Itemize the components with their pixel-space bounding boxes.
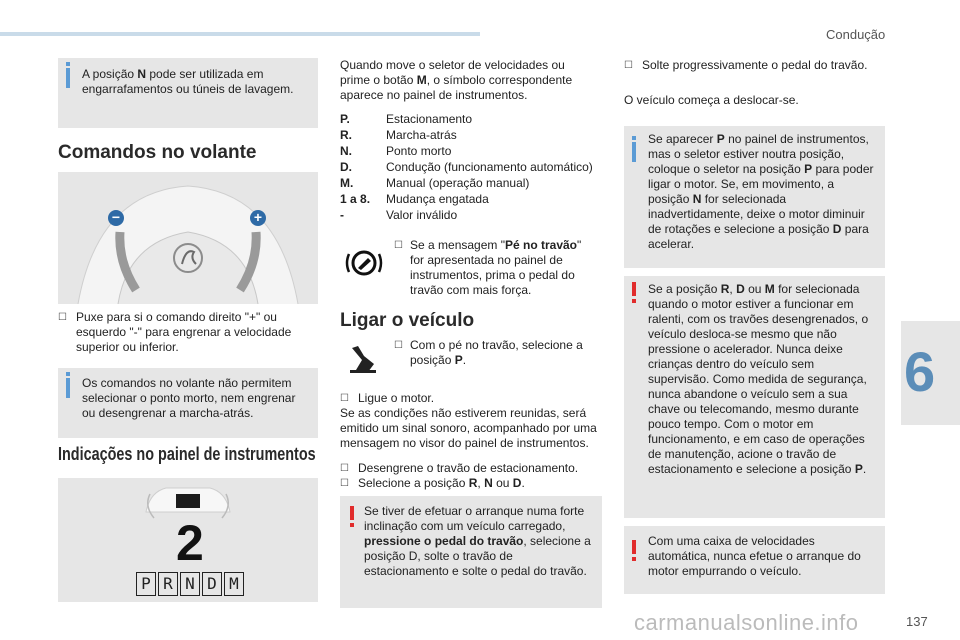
gear-desc: Manual (operação manual) — [386, 176, 530, 190]
bullet-icon: ☐ — [340, 478, 349, 489]
vehicle-moves-text: O veículo começa a deslocar-se. — [624, 93, 799, 107]
start-step-parking-brake: Desengrene o travão de estacionamento. — [358, 461, 579, 475]
gear-legend — [340, 112, 610, 232]
warning-icon — [632, 540, 636, 554]
steering-wheel-illustration — [58, 172, 318, 304]
gear-letter-m: M — [224, 572, 244, 596]
gear-code: R. — [340, 128, 352, 142]
heading-instrument-indications: Indicações no painel de instrumentos — [58, 444, 316, 464]
gear-desc: Mudança engatada — [386, 192, 489, 206]
start-step-brake: Com o pé no travão, selecione a posição P. — [410, 338, 583, 367]
start-step-engine: Ligue o motor. — [358, 391, 435, 405]
gear-letter-n: N — [180, 572, 200, 596]
info-icon — [632, 142, 636, 162]
heading-start-vehicle: Ligar o veículo — [340, 310, 475, 331]
gear-desc: Valor inválido — [386, 208, 458, 222]
gear-digit-display: 2 — [176, 515, 204, 571]
minus-paddle-icon: − — [108, 210, 124, 226]
steering-wheel-drawing — [58, 172, 318, 304]
info-icon — [66, 378, 70, 398]
info-icon — [66, 68, 70, 88]
gear-letter-p: P — [136, 572, 156, 596]
foot-on-brake-icon — [346, 342, 380, 376]
warning-note-creep — [624, 276, 885, 518]
bullet-icon: ☐ — [340, 393, 349, 404]
gear-code: N. — [340, 144, 352, 158]
warning-note-push-start — [624, 526, 885, 594]
bullet-icon: ☐ — [340, 463, 349, 474]
plus-paddle-icon: + — [250, 210, 266, 226]
chapter-number: 6 — [904, 340, 936, 403]
gear-desc: Ponto morto — [386, 144, 452, 158]
bullet-icon: ☐ — [624, 60, 633, 71]
info-note-p-indicator — [624, 126, 885, 268]
start-conditions-text: Se as condições não estiverem reunidas, será emitido um sinal sonoro, acompanhado por uma mensagem no visor do painel de instrumentos. — [340, 406, 597, 450]
info-note-text: Os comandos no volante não permitem selecionar o ponto morto, nem engrenar ou desengrenar a marcha-atrás. — [82, 376, 296, 420]
warning-note-incline — [340, 496, 602, 608]
warning-icon — [350, 506, 354, 520]
info-note-neutral — [58, 58, 318, 128]
header-bar — [0, 32, 480, 36]
watermark: carmanualsonline.info — [634, 610, 859, 635]
info-note-text: Se aparecer P no painel de instrumentos, mas o seletor estiver noutra posição, coloque o seletor na posição P para poder ligar o motor. Se, em movimento, a posição N for selecionada inadvertidamente, deixe o motor diminuir de rotações e selecione a posição D para acelerar. — [648, 132, 874, 251]
gear-selector-display — [136, 572, 244, 596]
gear-code: M. — [340, 176, 354, 190]
gear-code: 1 a 8. — [340, 192, 371, 206]
brake-message-note: Se a mensagem "Pé no travão" for apresentada no painel de instrumentos, prima o pedal do travão com mais força. — [410, 238, 582, 297]
selector-intro: Quando move o seletor de velocidades ou prime o botão M, o símbolo correspondente aparece no painel de instrumentos. — [340, 58, 573, 102]
heading-steering-controls: Comandos no volante — [58, 142, 257, 163]
gear-code: P. — [340, 112, 350, 126]
start-step-select-gear: Selecione a posição R, N ou D. — [358, 476, 525, 490]
release-brake-step: Solte progressivamente o pedal do travão. — [642, 58, 868, 72]
warning-note-text: Com uma caixa de velocidades automática, nunca efetue o arranque do motor empurrando o veículo. — [648, 534, 861, 578]
paddle-instruction: Puxe para si o comando direito "+" ou esquerdo "-" para engrenar a velocidade superior ou inferior. — [76, 310, 292, 354]
gear-desc: Marcha-atrás — [386, 128, 457, 142]
bullet-icon: ☐ — [394, 240, 403, 251]
gear-desc: Estacionamento — [386, 112, 473, 126]
bullet-icon: ☐ — [58, 312, 67, 323]
section-title: Condução — [826, 27, 886, 42]
warning-note-text: Se tiver de efetuar o arranque numa forte inclinação com um veículo carregado, pressione o pedal do travão, selecione a posição D, solte o travão de estacionamento e solte o pedal do travão. — [364, 504, 591, 578]
gear-desc: Condução (funcionamento automático) — [386, 160, 593, 174]
bullet-icon: ☐ — [394, 340, 403, 351]
instrument-panel-illustration — [58, 478, 318, 602]
warning-note-text: Se a posição R, D ou M for selecionada quando o motor estiver a funcionar em ralenti, com os travões desengrenados, o veículo desloca-se mesmo que não pressione o acelerador. Nunca deixe crianças dentro do veículo sem supervisão. Como medida de segurança, nunca abandone o veículo sem a sua chave ou telecomando, mesmo durante pouco tempo. Com o motor em funcionamento, e em caso de operações de manutenção, acione o travão de estacionamento e selecione a posição P. — [648, 282, 869, 476]
info-note-text: A posição N pode ser utilizada em engarrafamentos ou túneis de lavagem. — [82, 67, 294, 96]
info-note-paddles — [58, 368, 318, 438]
warning-icon — [632, 282, 636, 296]
brake-warning-icon — [344, 246, 384, 280]
page-number: 137 — [906, 614, 928, 629]
gear-letter-d: D — [202, 572, 222, 596]
gear-letter-r: R — [158, 572, 178, 596]
gear-code: D. — [340, 160, 352, 174]
gear-code: - — [340, 208, 344, 222]
